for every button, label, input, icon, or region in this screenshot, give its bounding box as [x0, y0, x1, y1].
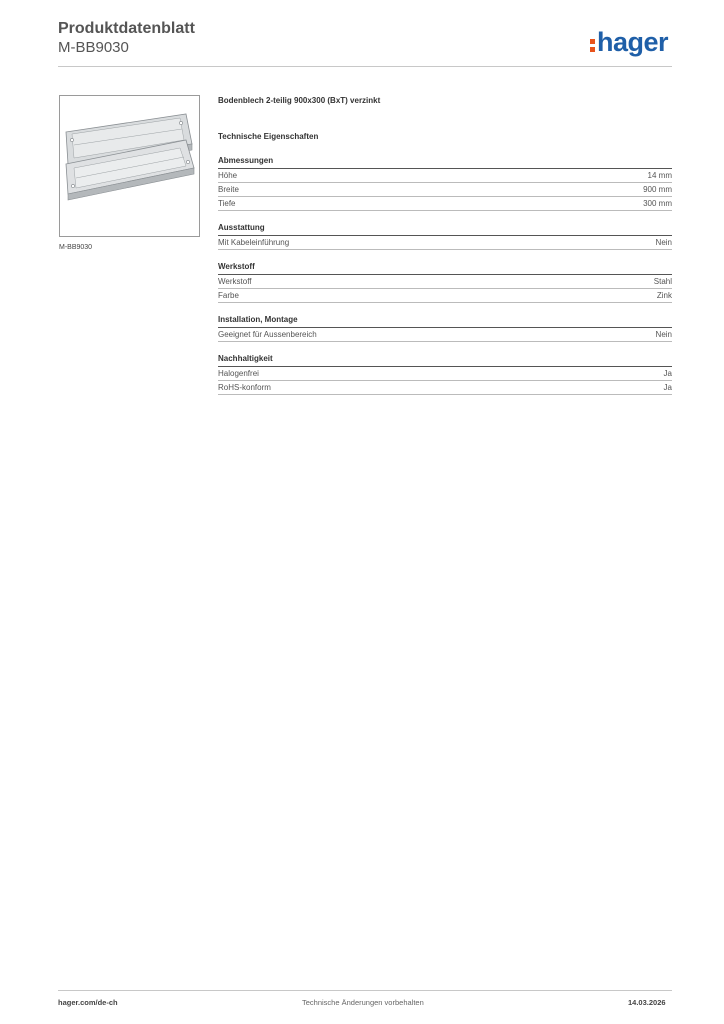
header-divider — [58, 66, 672, 67]
spec-group-nachhaltigkeit — [218, 354, 672, 395]
spec-value: 300 mm — [643, 199, 672, 208]
spec-value: Ja — [663, 383, 672, 392]
page-title: Produktdatenblatt — [58, 20, 195, 37]
spec-row — [218, 183, 672, 197]
footer-notice: Technische Änderungen vorbehalten — [302, 998, 424, 1007]
footer-website[interactable]: hager.com/de-ch — [58, 998, 118, 1007]
spec-group-werkstoff — [218, 262, 672, 303]
spec-group-ausstattung — [218, 223, 672, 250]
spec-label: Geeignet für Aussenbereich — [218, 330, 317, 339]
group-title: Abmessungen — [218, 156, 672, 169]
image-caption: M-BB9030 — [59, 244, 93, 251]
spec-value: Ja — [663, 369, 672, 378]
product-image — [59, 95, 200, 237]
spec-row — [218, 236, 672, 250]
spec-row — [218, 169, 672, 183]
spec-label: Tiefe — [218, 199, 236, 208]
spec-row — [218, 367, 672, 381]
article-number: M-BB9030 — [58, 39, 129, 56]
spec-value: Nein — [655, 238, 672, 247]
spec-label: Werkstoff — [218, 277, 252, 286]
spec-group-abmessungen — [218, 156, 672, 211]
spec-value: 900 mm — [643, 185, 672, 194]
spec-row — [218, 197, 672, 211]
spec-value: Nein — [655, 330, 672, 339]
spec-section — [218, 96, 672, 395]
spec-label: Mit Kabeleinführung — [218, 238, 290, 247]
spec-label: Höhe — [218, 171, 238, 180]
group-title: Ausstattung — [218, 223, 672, 236]
spec-label: Farbe — [218, 291, 239, 300]
spec-row — [218, 275, 672, 289]
spec-heading: Technische Eigenschaften — [218, 132, 319, 141]
spec-row — [218, 381, 672, 395]
spec-label: Breite — [218, 185, 239, 194]
floor-plate-illustration — [60, 96, 199, 236]
logo-text: hager — [597, 27, 669, 57]
footer-divider — [58, 990, 672, 991]
spec-row — [218, 328, 672, 342]
hager-logo — [590, 26, 668, 58]
spec-value: Zink — [656, 291, 672, 300]
spec-row — [218, 289, 672, 303]
logo-colon-icon — [590, 36, 596, 54]
group-title: Installation, Montage — [218, 315, 672, 328]
spec-label: Halogenfrei — [218, 369, 259, 378]
spec-value: 14 mm — [647, 171, 672, 180]
group-title: Werkstoff — [218, 262, 672, 275]
spec-label: RoHS-konform — [218, 383, 271, 392]
footer-date: 14.03.2026 — [628, 998, 666, 1007]
group-title: Nachhaltigkeit — [218, 354, 672, 367]
spec-value: Stahl — [653, 277, 672, 286]
product-name: Bodenblech 2-teilig 900x300 (BxT) verzinkt — [218, 96, 381, 105]
spec-group-installation — [218, 315, 672, 342]
